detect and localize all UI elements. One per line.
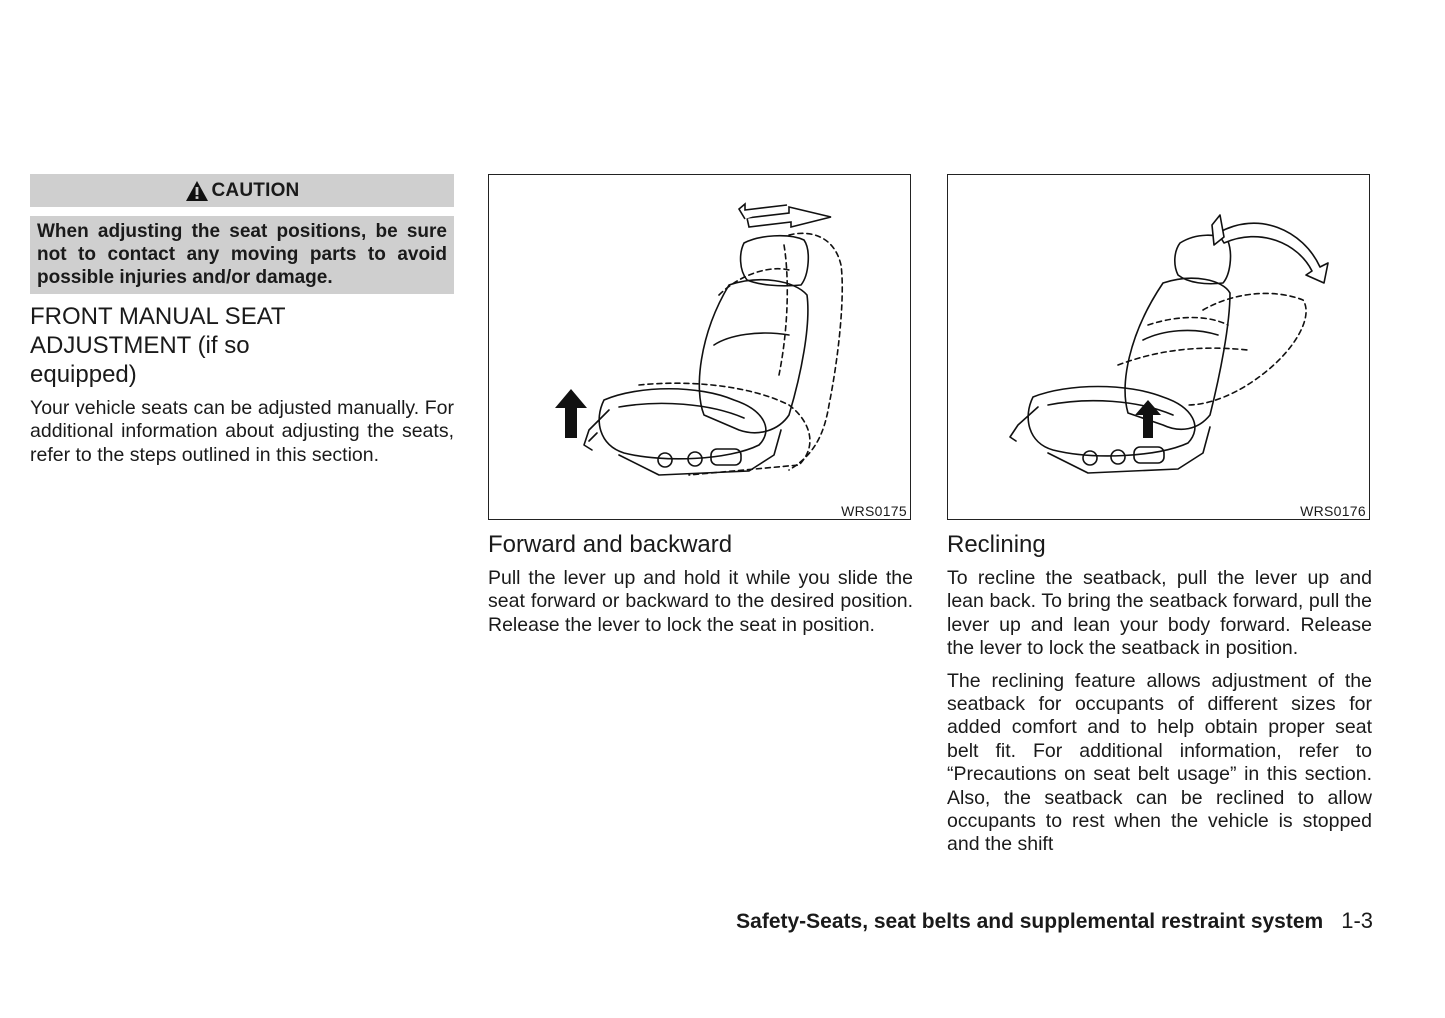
caution-label: CAUTION: [211, 179, 300, 201]
seat-recline-illustration: [948, 175, 1371, 521]
section-title: [30, 302, 330, 389]
reclining-text-1: To recline the seatback, pull the lever up and lean back. To bring the seatback forward, pull the lever up and lean your body forward. Release the lever to lock the seatback in position.: [947, 567, 1372, 660]
warning-triangle-icon: [185, 180, 209, 202]
figure-code: WRS0175: [841, 503, 907, 519]
reclining-text-2: The reclining feature allows adjustment of the seatback for occupants of different sizes for added comfort and to help obtain proper seat belt fit. For additional information, refer to “Precautions on seat belt usage” in this section. Also, the seatback can be reclined to allow occupants to rest when the vehicle is stopped and the shift: [947, 669, 1372, 856]
section-title-line1: FRONT MANUAL SEAT: [30, 303, 286, 330]
caution-heading: [30, 174, 454, 207]
reclining-heading: Reclining: [947, 531, 1046, 558]
chapter-title: Safety-Seats, seat belts and supplemental restraint system: [736, 910, 1324, 933]
figure-forward-backward: [488, 174, 911, 520]
page-number: 1-3: [1341, 908, 1373, 933]
forward-backward-text: Pull the lever up and hold it while you slide the seat forward or backward to the desired position. Release the lever to lock the seat in position.: [488, 567, 913, 636]
seat-slide-illustration: [489, 175, 912, 521]
caution-text: When adjusting the seat positions, be sure not to contact any moving parts to avoid possible injuries and/or damage.: [30, 216, 454, 294]
figure-reclining: [947, 174, 1370, 520]
figure-code: WRS0176: [1300, 503, 1366, 519]
left-column: [30, 174, 454, 467]
section-intro: Your vehicle seats can be adjusted manually. For additional information about adjusting the seats, refer to the steps outlined in this section.: [30, 397, 454, 466]
forward-backward-column: [488, 174, 913, 637]
section-title-line2: ADJUSTMENT (if so equipped): [30, 332, 250, 388]
forward-backward-heading: Forward and backward: [488, 531, 733, 558]
reclining-column: [947, 174, 1372, 857]
page-footer: [736, 908, 1373, 934]
